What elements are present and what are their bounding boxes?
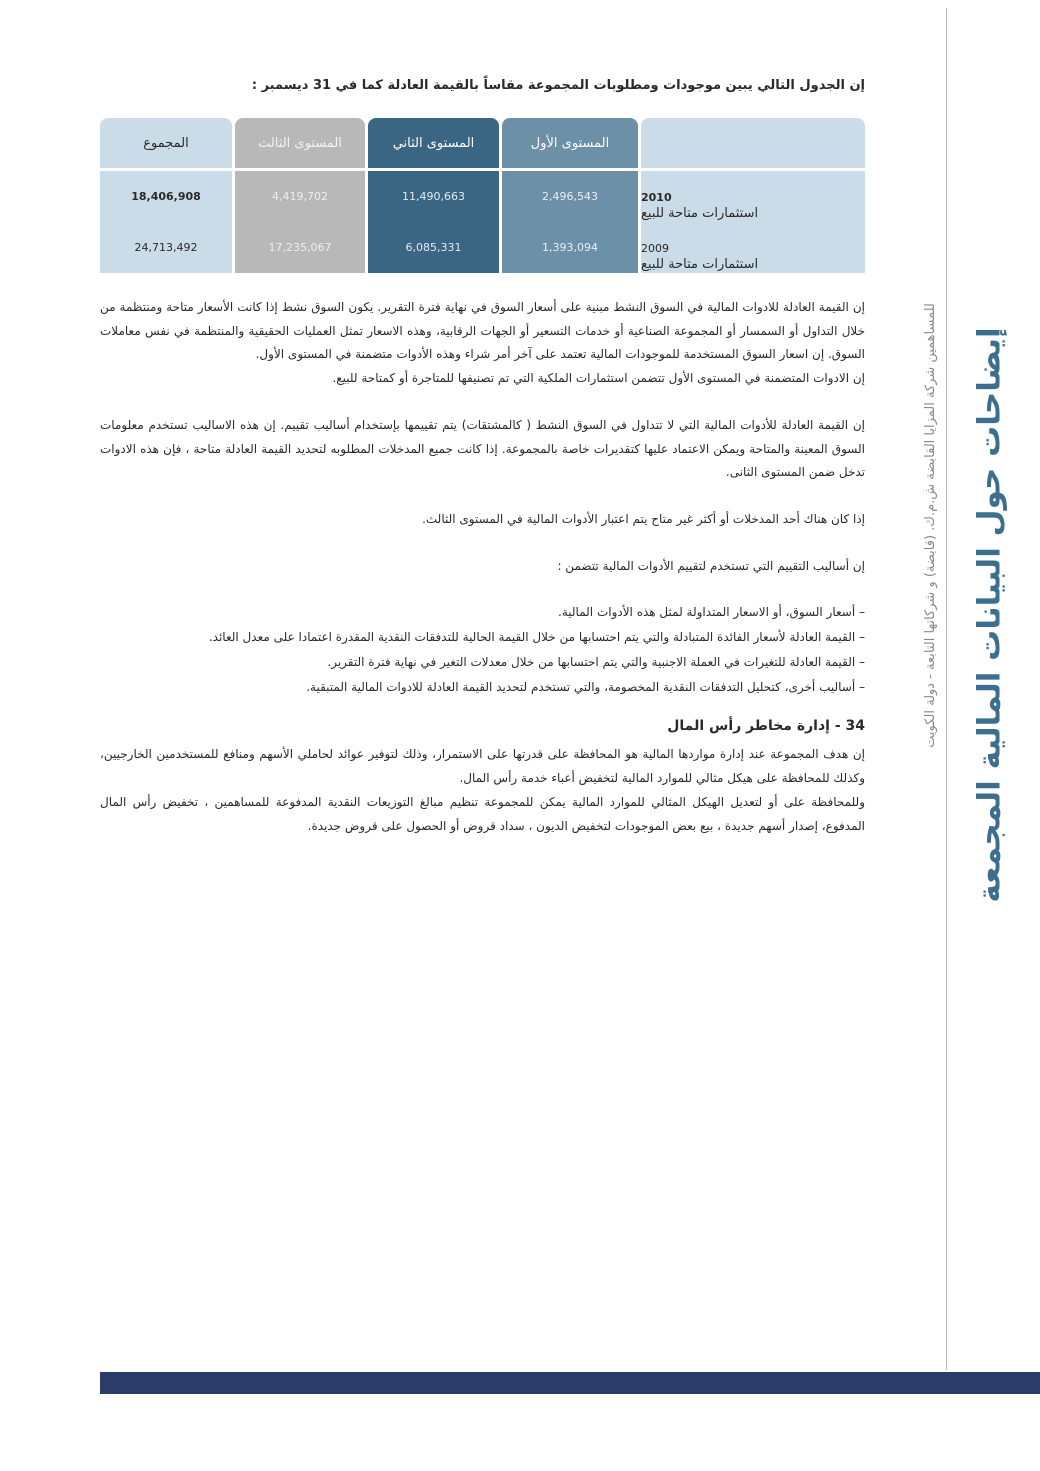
paragraph-capital-objective: إن هدف المجموعة عند إدارة مواردها المالية هو المحافظة على قدرتها على الاستمرار، وذلك لتوفير عوائد لحاملي الأسهم ومنافع للمستخدمين الخارجيين، وكذلك للمحافظة على هيكل مثالي للموارد المالية لتخفيض أعباء خدمة رأس المال. — [100, 747, 865, 785]
paragraph-level1: إن القيمة العادلة للادوات المالية في السوق النشط مبنية على أسعار السوق في نهاية فترة التقرير. يكون السوق نشط إذا كانت الأسعار متاحة ومنتظمة من خلال التداول أو السمسار أو المجموعة الصناعية أو خدمات التسعير أو الجهات الرقابية، وهذه الاسعار تمثل العمليات الحقيقية والمنتظمة في نفس معاملات السوق. إن اسعار السوق المستخدمة للموجودات المالية تعتمد على آخر أمر شراء وهذه الأدوات متضمنة في المستوى الأول. إن الادوات المتضمنة في المستوى الأول تتضمن استثمارات الملكية التي تم تصنيفها للمتاجرة أو كمتاحة للبيع. — [100, 296, 865, 390]
paragraph-capital-structure: وللمحافظة على أو لتعديل الهيكل المثالي للموارد المالية يمكن للمجموعة تنظيم مبالغ التوزيعات النقدية المدفوعة للمساهمين ، تخفيض رأس المال المدفوع، إصدار أسهم جديدة ، بيع بعض الموجودات لتخفيض الديون ، سداد قروض أو الحصول على قروض جديدة. — [100, 795, 865, 833]
header-level2: المستوى الثاني — [368, 118, 499, 168]
column-level2 — [368, 118, 499, 273]
paragraph-valuation-intro: إن أساليب التقييم التي تستخدم لتقييم الأدوات المالية تتضمن : — [557, 559, 865, 573]
column-total — [100, 118, 232, 273]
cell-2009-level1: 1,393,094 — [542, 241, 598, 254]
cell-2009-level2: 6,085,331 — [405, 241, 462, 254]
sidebar-subtitle: للمساهمين شركة المزايا القابضة ش.م.ك. (قابضة) و شركاتها التابعة - دولة الكويت — [922, 302, 938, 748]
cell-2010-total: 18,406,908 — [131, 190, 201, 203]
paragraph-level1-note: إن الادوات المتضمنة في المستوى الأول تتضمن استثمارات الملكية التي تم تصنيفها للمتاجرة أو كمتاحة للبيع. — [332, 370, 865, 385]
footer-bar — [100, 1372, 1040, 1394]
list-item: – أسعار السوق، أو الاسعار المتداولة لمثل هذه الأدوات المالية. — [558, 605, 865, 619]
header-level1: المستوى الأول — [502, 118, 638, 168]
paragraph-level2: إن القيمة العادلة للأدوات المالية التي لا تتداول في السوق النشط ( كالمشتقات) يتم تقييمها بإستخدام أساليب تقييم. إن هذه الاساليب تستخدم معلومات السوق المعينة والمتاحة ويمكن الاعتماد عليها كتقديرات خاصة بالمجموعة. إذا كانت جميع المدخلات المطلوبه لتحديد القيمة العادلة متاحة ، فإن هذه الادوات تدخل ضمن المستوى الثانى. — [100, 418, 865, 479]
row-label-2010: 2010 استثمارات متاحة للبيع — [641, 191, 759, 221]
cell-2009-total: 24,713,492 — [134, 241, 198, 254]
list-item: – القيمة العادلة للتغيرات في العملة الاجنبية والتي يتم احتسابها من خلال معدلات التغير في نهاية فترة التقرير. — [327, 655, 865, 669]
cell-2009-level3: 17,235,067 — [268, 241, 332, 254]
column-label — [641, 118, 865, 273]
column-level1 — [502, 118, 638, 273]
section-title: 34 - إدارة مخاطر رأس المال — [667, 718, 865, 734]
header-blank — [641, 118, 865, 168]
fair-value-table — [100, 118, 865, 273]
header-level3: المستوى الثالث — [235, 118, 365, 168]
intro-text: إن الجدول التالي يبين موجودات ومطلوبات المجموعة مقاساً بالقيمة العادلة كما في 31 ديسمبر : — [251, 78, 865, 93]
list-item: – القيمة العادلة لأسعار الفائدة المتبادلة والتي يتم احتسابها من خلال القيمة الحالية للتدفقات النقدية المقدرة اعتمادا على معدل العائد. — [208, 630, 865, 644]
cell-2010-level3: 4,419,702 — [272, 190, 328, 203]
column-level3 — [235, 118, 365, 273]
paragraph-level3: إذا كان هناك أحد المدخلات أو أكثر غير متاح يتم اعتبار الأدوات المالية في المستوى الثالث. — [422, 512, 865, 526]
valuation-methods-list — [100, 600, 865, 700]
cell-2010-level2: 11,490,663 — [402, 190, 465, 203]
header-total: المجموع — [100, 118, 232, 168]
cell-2010-level1: 2,496,543 — [542, 190, 598, 203]
list-item: – أساليب أخرى، كتحليل التدفقات النقدية المخصومة، والتي تستخدم لتحديد القيمة العادلة للادوات المالية المتبقية. — [306, 680, 865, 694]
row-label-2009: 2009 استثمارات متاحة للبيع — [641, 242, 759, 272]
sidebar-title: إيضاحات حول البيانات المالية المجمعة — [972, 327, 1008, 903]
